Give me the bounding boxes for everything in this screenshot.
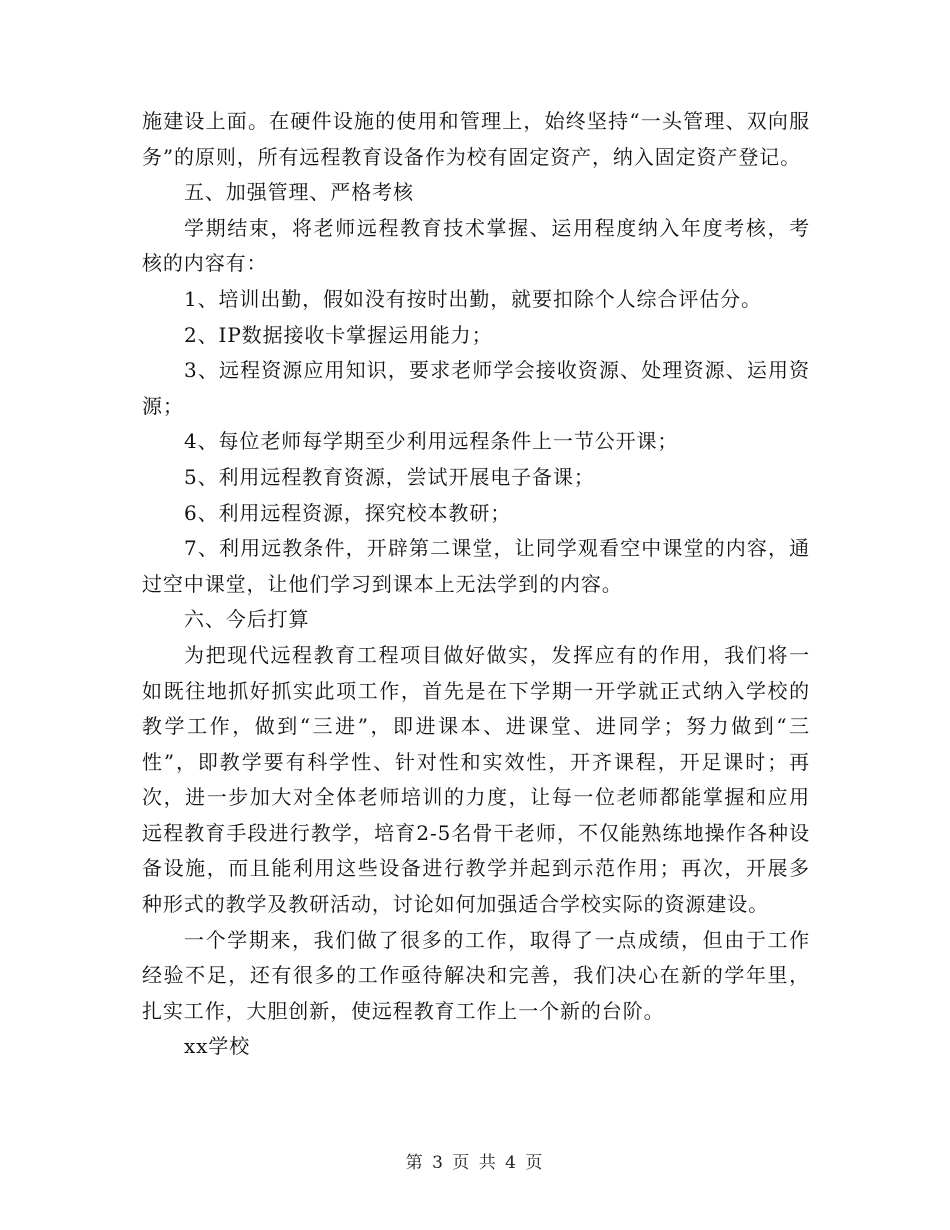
list-item-6: 6、利用远程资源，探究校本教研； [184, 500, 512, 525]
paragraph-assessment-intro: 学期结束，将老师远程教育技术掌握、运用程度纳入年度考核，考核的内容有： [142, 215, 810, 276]
footer-middle: 页 共 [452, 1153, 498, 1173]
signature-school: xx学校 [184, 1034, 251, 1059]
list-item-4: 4、每位老师每学期至少利用远程条件上一节公开课； [184, 429, 679, 454]
paragraph-continuation: 施建设上面。在硬件设施的使用和管理上，始终坚持“一头管理、双向服务”的原则，所有远程教育设备作为校有固定资产，纳入固定资产登记。 [142, 109, 810, 169]
document-body [142, 104, 810, 1065]
section-heading-five: 五、加强管理、严格考核 [184, 180, 414, 205]
list-item-3: 3、远程资源应用知识，要求老师学会接收资源、处理资源、运用资源； [142, 358, 810, 418]
footer-prefix: 第 [405, 1153, 425, 1173]
list-item-1: 1、培训出勤，假如没有按时出勤，就要扣除个人综合评估分。 [184, 286, 762, 311]
paragraph-conclusion: 一个学期来，我们做了很多的工作，取得了一点成绩，但由于工作经验不足，还有很多的工作亟待解决和完善，我们决心在新的学年里，扎实工作，大胆创新，使远程教育工作上一个新的台阶。 [142, 927, 810, 1023]
section-heading-six: 六、今后打算 [184, 607, 310, 632]
footer-suffix: 页 [525, 1153, 545, 1173]
list-item-2: 2、IP数据接收卡掌握运用能力； [184, 322, 493, 347]
footer-current-page: 3 [432, 1153, 445, 1173]
page-footer [0, 1148, 950, 1173]
paragraph-future-plan: 为把现代远程教育工程项目做好做实，发挥应有的作用，我们将一如既往地抓好抓实此项工作，首先是在下学期一开学就正式纳入学校的教学工作，做到“三进”，即进课本、进课堂、进同学；努力做到“三性”，即教学要有科学性、针对性和实效性，开齐课程，开足课时；再次，进一步加大对全体老师培训的力度，让每一位老师都能掌握和应用远程教育手段进行教学，培育2-5名骨干老师，不仅能熟练地操作各种设备设施，而且能利用这些设备进行教学并起到示范作用；再次，开展多种形式的教学及教研活动，讨论如何加强适合学校实际的资源建设。 [142, 642, 810, 917]
list-item-5: 5、利用远程教育资源，尝试开展电子备课； [184, 464, 595, 489]
footer-total-pages: 4 [505, 1153, 518, 1173]
list-item-7: 7、利用远教条件，开辟第二课堂，让同学观看空中课堂的内容，通过空中课堂，让他们学习到课本上无法学到的内容。 [142, 536, 810, 596]
